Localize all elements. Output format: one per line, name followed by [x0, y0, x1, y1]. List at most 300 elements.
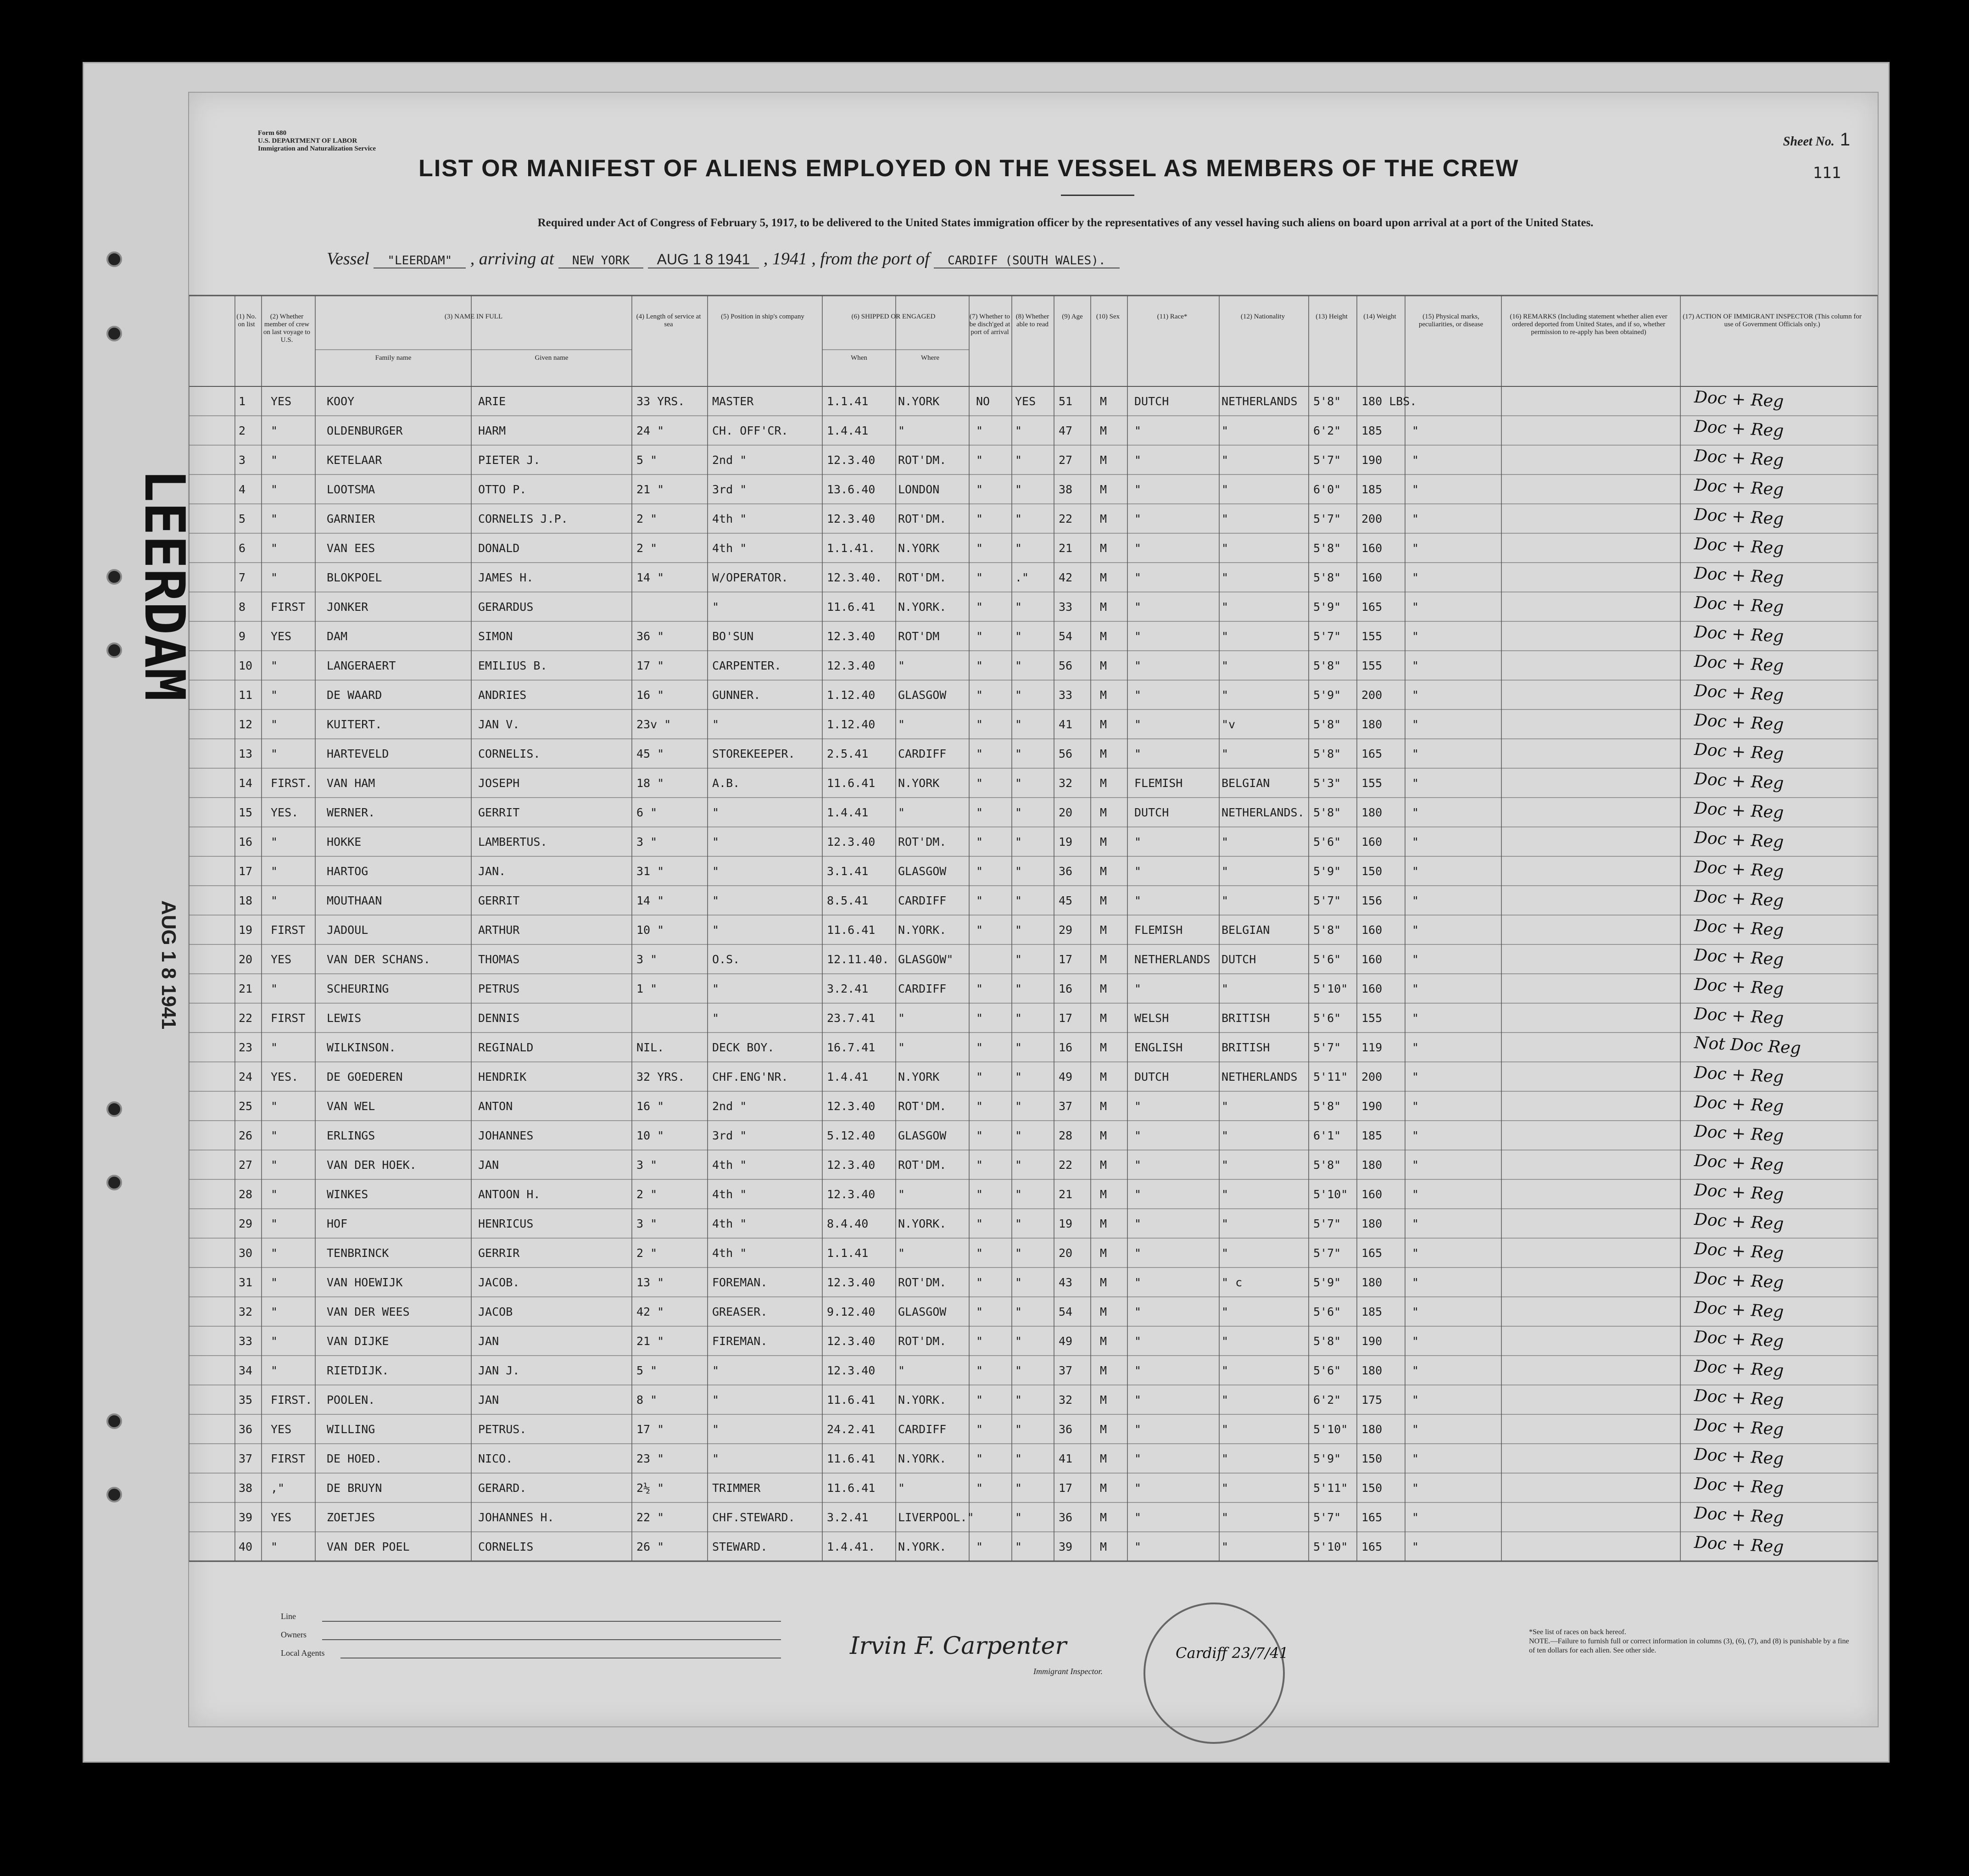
cell-service-length: 14 " [636, 894, 664, 907]
cell-weight: 165 [1361, 600, 1383, 614]
cell-inspector-action: Doc + Reg [1694, 1533, 1785, 1557]
cell-age: 37 [1059, 1364, 1073, 1377]
cell-age: 21 [1059, 542, 1073, 555]
cell-given-name: JAN [478, 1334, 499, 1348]
cell-family-name: DE WAARD [327, 688, 382, 702]
cell-age: 39 [1059, 1540, 1073, 1553]
cell-race: FLEMISH [1134, 923, 1183, 937]
cell-weight: 150 [1361, 1452, 1383, 1465]
seal-annotation: Cardiff 23/7/41 [1176, 1644, 1288, 1662]
cell-weight: 160 [1361, 542, 1383, 555]
cell-physical-marks: " [1412, 865, 1419, 878]
cell-sex: M [1100, 1334, 1107, 1348]
cell-discharge: " [976, 688, 983, 702]
cell-family-name: JADOUL [327, 923, 368, 937]
cell-inspector-action: Doc + Reg [1694, 1063, 1785, 1087]
cell-physical-marks: " [1412, 600, 1419, 614]
cell-age: 22 [1059, 512, 1073, 525]
cell-sex: M [1100, 512, 1107, 525]
cell-shipped-where: ROT'DM [898, 630, 940, 643]
cell-shipped-where: ROT'DM. [898, 1334, 947, 1348]
cell-discharge: " [976, 1540, 983, 1553]
cell-family-name: VAN DER POEL [327, 1540, 410, 1553]
cell-nationality: " [1222, 1100, 1229, 1113]
cell-height: 5'6" [1313, 1011, 1341, 1025]
header-previous-voyage: (2) Whether member of crew on last voyage to U.S. [263, 313, 311, 344]
cell-able-to-read: YES [1015, 395, 1036, 408]
cell-age: 16 [1059, 1041, 1073, 1054]
cell-discharge: " [976, 776, 983, 790]
cell-family-name: VAN DER HOEK. [327, 1158, 417, 1172]
cell-family-name: LOOTSMA [327, 483, 375, 496]
cell-discharge: " [976, 1246, 983, 1260]
cell-race: " [1134, 1217, 1142, 1230]
cell-inspector-action: Doc + Reg [1694, 945, 1785, 970]
cell-able-to-read: " [1015, 659, 1022, 672]
cell-able-to-read: " [1015, 953, 1022, 966]
cell-family-name: VAN EES [327, 542, 375, 555]
cell-age: 49 [1059, 1334, 1073, 1348]
cell-sex: M [1100, 1129, 1107, 1142]
cell-given-name: ANDRIES [478, 688, 527, 702]
cell-able-to-read: " [1015, 718, 1022, 731]
cell-previous-voyage: FIRST. [271, 776, 312, 790]
cell-shipped-where: N.YORK [898, 776, 940, 790]
cell-height: 5'10" [1313, 1423, 1348, 1436]
header-family-name: Family name [375, 354, 412, 362]
cell-physical-marks: " [1412, 835, 1419, 849]
cell-nationality: NETHERLANDS [1222, 395, 1298, 408]
cell-service-length: 2½ " [636, 1481, 664, 1495]
cell-able-to-read: " [1015, 1100, 1022, 1113]
cell-shipped-when: 11.6.41 [827, 776, 876, 790]
cell-sex: M [1100, 747, 1107, 760]
cell-service-length: 2 " [636, 512, 658, 525]
cell-previous-voyage: YES. [271, 1070, 299, 1083]
cell-shipped-where: ROT'DM. [898, 1158, 947, 1172]
cell-discharge: " [976, 453, 983, 467]
cell-inspector-action: Doc + Reg [1694, 1092, 1785, 1117]
table-grid [189, 295, 1878, 1593]
cell-service-length: 8 " [636, 1393, 658, 1407]
cell-shipped-when: 11.6.41 [827, 1393, 876, 1407]
cell-race: " [1134, 453, 1142, 467]
cell-sex: M [1100, 424, 1107, 437]
cell-weight: 155 [1361, 659, 1383, 672]
cell-able-to-read: " [1015, 512, 1022, 525]
cell-nationality: " [1222, 424, 1229, 437]
cell-position: 4th " [712, 1246, 747, 1260]
cell-sex: M [1100, 1246, 1107, 1260]
punch-hole-icon [106, 642, 122, 658]
cell-inspector-action: Doc + Reg [1694, 446, 1785, 470]
cell-previous-voyage: " [271, 571, 278, 584]
cell-position: 4th " [712, 542, 747, 555]
header-shipped-when: When [851, 354, 867, 362]
cell-race: " [1134, 747, 1142, 760]
cell-row-number: 38 [239, 1481, 253, 1495]
cell-service-length: 36 " [636, 630, 664, 643]
cell-shipped-when: 16.7.41 [827, 1041, 876, 1054]
cell-height: 5'8" [1313, 718, 1341, 731]
department-name: U.S. DEPARTMENT OF LABOR [258, 137, 357, 145]
cell-sex: M [1100, 1393, 1107, 1407]
cell-able-to-read: " [1015, 806, 1022, 819]
cell-weight: 180 [1361, 1158, 1383, 1172]
cell-discharge: " [976, 806, 983, 819]
cell-race: " [1134, 1423, 1142, 1436]
cell-row-number: 1 [239, 395, 246, 408]
cell-position: 3rd " [712, 1129, 747, 1142]
cell-weight: 190 [1361, 1334, 1383, 1348]
cell-nationality: " [1222, 1511, 1229, 1524]
punch-hole-icon [106, 251, 122, 267]
cell-height: 5'9" [1313, 600, 1341, 614]
cell-able-to-read: " [1015, 747, 1022, 760]
cell-given-name: DONALD [478, 542, 520, 555]
cell-physical-marks: " [1412, 1364, 1419, 1377]
cell-height: 5'7" [1313, 894, 1341, 907]
cell-service-length: 33 YRS. [636, 395, 685, 408]
cell-physical-marks: " [1412, 1070, 1419, 1083]
cell-position: FOREMAN. [712, 1276, 768, 1289]
cell-previous-voyage: " [271, 1540, 278, 1553]
cell-discharge: " [976, 1276, 983, 1289]
cell-weight: 180 LBS. [1361, 395, 1417, 408]
cell-age: 19 [1059, 1217, 1073, 1230]
cell-given-name: JAN [478, 1393, 499, 1407]
from-port: CARDIFF (SOUTH WALES). [934, 254, 1119, 268]
cell-height: 5'7" [1313, 1246, 1341, 1260]
cell-physical-marks: " [1412, 806, 1419, 819]
cell-family-name: ZOETJES [327, 1511, 375, 1524]
cell-service-length: 26 " [636, 1540, 664, 1553]
cell-physical-marks: " [1412, 1305, 1419, 1318]
cell-weight: 160 [1361, 953, 1383, 966]
cell-sex: M [1100, 542, 1107, 555]
cell-inspector-action: Doc + Reg [1694, 798, 1785, 823]
cell-service-length: 23v " [636, 718, 671, 731]
cell-given-name: CORNELIS [478, 1540, 534, 1553]
cell-height: 5'6" [1313, 953, 1341, 966]
cell-weight: 200 [1361, 688, 1383, 702]
header-height: (13) Height [1316, 313, 1348, 320]
cell-age: 41 [1059, 1452, 1073, 1465]
cell-inspector-action: Doc + Reg [1694, 887, 1785, 911]
cell-shipped-when: 8.4.40 [827, 1217, 869, 1230]
cell-sex: M [1100, 395, 1107, 408]
cell-sex: M [1100, 718, 1107, 731]
cell-age: 37 [1059, 1100, 1073, 1113]
sheet-number [1783, 129, 1850, 150]
cell-weight: 180 [1361, 806, 1383, 819]
cell-previous-voyage: " [271, 747, 278, 760]
cell-family-name: ERLINGS [327, 1129, 375, 1142]
cell-shipped-when: 12.3.40 [827, 835, 876, 849]
cell-height: 5'7" [1313, 1511, 1341, 1524]
cell-shipped-where: CARDIFF [898, 982, 947, 995]
cell-previous-voyage: YES [271, 1423, 292, 1436]
cell-weight: 180 [1361, 1217, 1383, 1230]
cell-family-name: OLDENBURGER [327, 424, 403, 437]
cell-shipped-when: 2.5.41 [827, 747, 869, 760]
cell-shipped-where: " [898, 1364, 905, 1377]
cell-physical-marks: " [1412, 1217, 1419, 1230]
cell-row-number: 18 [239, 894, 253, 907]
cell-physical-marks: " [1412, 953, 1419, 966]
cell-shipped-when: 1.1.41 [827, 395, 869, 408]
vessel-label: Vessel [327, 249, 369, 268]
cell-race: " [1134, 1511, 1142, 1524]
cell-age: 22 [1059, 1158, 1073, 1172]
cell-position: 2nd " [712, 453, 747, 467]
cell-discharge: " [976, 1070, 983, 1083]
cell-given-name: GERARD. [478, 1481, 527, 1495]
cell-race: " [1134, 865, 1142, 878]
cell-nationality: BELGIAN [1222, 923, 1270, 937]
cell-shipped-when: 12.3.40 [827, 1364, 876, 1377]
cell-shipped-where: " [898, 1246, 905, 1260]
cell-shipped-when: 11.6.41 [827, 1452, 876, 1465]
cell-shipped-when: 3.2.41 [827, 1511, 869, 1524]
cell-inspector-action: Doc + Reg [1694, 534, 1785, 558]
cell-age: 20 [1059, 1246, 1073, 1260]
cell-position: CH. OFF'CR. [712, 424, 788, 437]
cell-shipped-when: 8.5.41 [827, 894, 869, 907]
cell-given-name: ANTOON H. [478, 1188, 541, 1201]
cell-nationality: " [1222, 1423, 1229, 1436]
cell-row-number: 8 [239, 600, 246, 614]
cell-able-to-read: " [1015, 1452, 1022, 1465]
cell-previous-voyage: " [271, 894, 278, 907]
cell-previous-voyage: " [271, 718, 278, 731]
page-title: LIST OR MANIFEST OF ALIENS EMPLOYED ON THE VESSEL AS MEMBERS OF THE CREW [418, 155, 1519, 182]
cell-previous-voyage: YES. [271, 806, 299, 819]
cell-previous-voyage: " [271, 659, 278, 672]
cell-family-name: DAM [327, 630, 348, 643]
cell-height: 5'8" [1313, 571, 1341, 584]
cell-family-name: VAN HAM [327, 776, 375, 790]
cell-race: ENGLISH [1134, 1041, 1183, 1054]
cell-height: 5'7" [1313, 1041, 1341, 1054]
cell-row-number: 22 [239, 1011, 253, 1025]
cell-able-to-read: " [1015, 1393, 1022, 1407]
cell-discharge: " [976, 923, 983, 937]
header-physical-marks: (15) Physical marks, peculiarities, or disease [1418, 313, 1484, 328]
cell-previous-voyage: " [271, 865, 278, 878]
cell-weight: 150 [1361, 1481, 1383, 1495]
cell-position: " [712, 600, 720, 614]
cell-age: 42 [1059, 571, 1073, 584]
cell-previous-voyage: ," [271, 1481, 285, 1495]
cell-height: 6'1" [1313, 1129, 1341, 1142]
service-name: Immigration and Naturalization Service [258, 145, 376, 152]
cell-shipped-where: LIVERPOOL." [898, 1511, 974, 1524]
cell-shipped-when: 11.6.41 [827, 600, 876, 614]
cell-discharge: NO [976, 395, 990, 408]
cell-physical-marks: " [1412, 1423, 1419, 1436]
penalty-note: NOTE.—Failure to furnish full or correct information in columns (3), (6), (7), and (8) is punishable by a fine of ten dollars for each alien. See other side. [1529, 1637, 1849, 1654]
cell-position: " [712, 1452, 720, 1465]
header-discharge: (7) Whether to be disch'ged at port of arrival [969, 313, 1010, 336]
header-weight: (14) Weight [1363, 313, 1396, 320]
cell-nationality: NETHERLANDS [1222, 1070, 1298, 1083]
cell-service-length: 5 " [636, 453, 658, 467]
cell-row-number: 28 [239, 1188, 253, 1201]
cell-able-to-read: " [1015, 1334, 1022, 1348]
cell-shipped-where: " [898, 659, 905, 672]
cell-discharge: " [976, 1188, 983, 1201]
cell-row-number: 19 [239, 923, 253, 937]
cell-sex: M [1100, 630, 1107, 643]
cell-weight: 155 [1361, 630, 1383, 643]
cell-sex: M [1100, 1481, 1107, 1495]
cell-shipped-where: GLASGOW [898, 1305, 947, 1318]
cell-row-number: 40 [239, 1540, 253, 1553]
cell-nationality: " [1222, 1334, 1229, 1348]
cell-given-name: JAN V. [478, 718, 520, 731]
cell-nationality: BELGIAN [1222, 776, 1270, 790]
cell-height: 6'2" [1313, 1393, 1341, 1407]
header-race: (11) Race* [1157, 313, 1188, 320]
cell-sex: M [1100, 1511, 1107, 1524]
cell-position: 2nd " [712, 1100, 747, 1113]
cell-row-number: 37 [239, 1452, 253, 1465]
cell-able-to-read: " [1015, 1011, 1022, 1025]
cell-age: 56 [1059, 659, 1073, 672]
cell-sex: M [1100, 865, 1107, 878]
cell-family-name: LEWIS [327, 1011, 362, 1025]
cell-row-number: 9 [239, 630, 246, 643]
cell-height: 5'11" [1313, 1481, 1348, 1495]
cell-inspector-action: Doc + Reg [1694, 769, 1785, 793]
punch-hole-icon [106, 1101, 122, 1117]
cell-row-number: 11 [239, 688, 253, 702]
cell-race: " [1134, 571, 1142, 584]
header-position: (5) Position in ship's company [721, 313, 804, 320]
cell-height: 5'6" [1313, 1364, 1341, 1377]
cell-shipped-when: 11.6.41 [827, 923, 876, 937]
cell-inspector-action: Doc + Reg [1694, 1268, 1785, 1293]
form-header [258, 129, 376, 153]
cell-discharge: " [976, 1393, 983, 1407]
cell-nationality: " [1222, 1364, 1229, 1377]
cell-sex: M [1100, 1100, 1107, 1113]
header-no: (1) No. on list [236, 313, 257, 328]
cell-service-length: 16 " [636, 1100, 664, 1113]
cell-inspector-action: Doc + Reg [1694, 740, 1785, 764]
cell-given-name: PIETER J. [478, 453, 541, 467]
cell-weight: 165 [1361, 1540, 1383, 1553]
cell-race: " [1134, 1334, 1142, 1348]
cell-nationality: " [1222, 600, 1229, 614]
cell-age: 38 [1059, 483, 1073, 496]
cell-weight: 190 [1361, 453, 1383, 467]
header-read: (8) Whether able to read [1015, 313, 1049, 328]
cell-previous-voyage: " [271, 1188, 278, 1201]
cell-position: CARPENTER. [712, 659, 781, 672]
cell-weight: 185 [1361, 1305, 1383, 1318]
cell-age: 27 [1059, 453, 1073, 467]
cell-height: 5'8" [1313, 659, 1341, 672]
cell-discharge: " [976, 1129, 983, 1142]
cell-discharge: " [976, 894, 983, 907]
cell-service-length: 2 " [636, 1246, 658, 1260]
cell-physical-marks: " [1412, 630, 1419, 643]
cell-discharge: " [976, 1100, 983, 1113]
cell-family-name: JONKER [327, 600, 368, 614]
cell-weight: 160 [1361, 982, 1383, 995]
cell-shipped-where: ROT'DM. [898, 512, 947, 525]
cell-weight: 200 [1361, 512, 1383, 525]
cell-able-to-read: " [1015, 483, 1022, 496]
cell-row-number: 27 [239, 1158, 253, 1172]
side-date-stamp: AUG 1 8 1941 [157, 900, 180, 1030]
cell-nationality: " [1222, 688, 1229, 702]
cell-service-length: 10 " [636, 923, 664, 937]
cell-height: 5'6" [1313, 1305, 1341, 1318]
cell-physical-marks: " [1412, 1393, 1419, 1407]
cell-position: STOREKEEPER. [712, 747, 795, 760]
cell-shipped-where: ROT'DM. [898, 1100, 947, 1113]
cell-inspector-action: Doc + Reg [1694, 681, 1785, 705]
cell-able-to-read: " [1015, 1129, 1022, 1142]
cell-physical-marks: " [1412, 776, 1419, 790]
cell-nationality: " [1222, 571, 1229, 584]
cell-service-length: 13 " [636, 1276, 664, 1289]
from-label: , from the port of [811, 249, 930, 268]
punch-hole-icon [106, 1487, 122, 1502]
cell-inspector-action: Doc + Reg [1694, 1357, 1785, 1381]
cell-height: 6'0" [1313, 483, 1341, 496]
cell-shipped-where: GLASGOW [898, 865, 947, 878]
cell-given-name: JAN [478, 1158, 499, 1172]
cell-position: " [712, 835, 720, 849]
cell-previous-voyage: YES [271, 953, 292, 966]
cell-race: FLEMISH [1134, 776, 1183, 790]
header-age: (9) Age [1062, 313, 1083, 320]
cell-weight: 165 [1361, 1511, 1383, 1524]
cell-shipped-where: N.YORK. [898, 1540, 947, 1553]
cell-height: 5'10" [1313, 982, 1348, 995]
cell-race: " [1134, 835, 1142, 849]
cell-previous-voyage: " [271, 483, 278, 496]
cell-discharge: " [976, 424, 983, 437]
cell-previous-voyage: " [271, 542, 278, 555]
cell-able-to-read: " [1015, 1305, 1022, 1318]
cell-family-name: KOOY [327, 395, 355, 408]
cell-family-name: DE HOED. [327, 1452, 382, 1465]
year-suffix: , 1941 [763, 249, 807, 268]
cell-given-name: PETRUS. [478, 1423, 527, 1436]
cell-physical-marks: " [1412, 1158, 1419, 1172]
cell-sex: M [1100, 1540, 1107, 1553]
cell-shipped-where: CARDIFF [898, 747, 947, 760]
cell-race: " [1134, 600, 1142, 614]
cell-family-name: VAN HOEWIJK [327, 1276, 403, 1289]
cell-shipped-when: 9.12.40 [827, 1305, 876, 1318]
cell-weight: 190 [1361, 1100, 1383, 1113]
cell-weight: 165 [1361, 747, 1383, 760]
cell-given-name: JACOB. [478, 1276, 520, 1289]
cell-previous-voyage: YES [271, 395, 292, 408]
cell-inspector-action: Doc + Reg [1694, 593, 1785, 617]
cell-position: 4th " [712, 512, 747, 525]
cell-position: A.B. [712, 776, 740, 790]
cell-shipped-when: 1.12.40 [827, 688, 876, 702]
cell-able-to-read: " [1015, 865, 1022, 878]
cell-physical-marks: " [1412, 718, 1419, 731]
